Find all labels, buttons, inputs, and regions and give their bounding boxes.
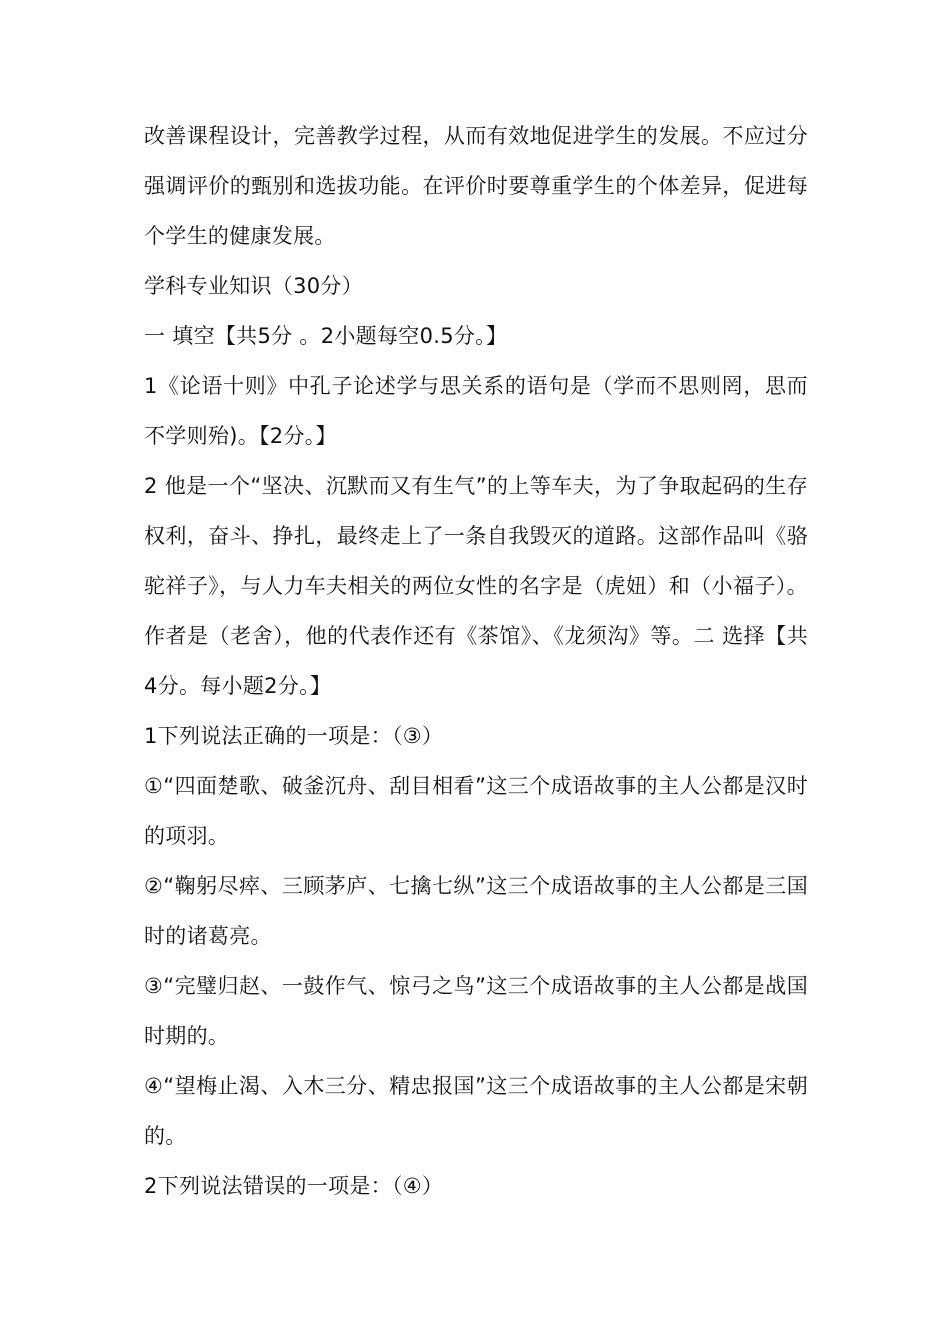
choice-question-2: 2下列说法错误的一项是：（④） — [144, 1174, 444, 1198]
choice-option-3: ③“完璧归赵、一鼓作气、惊弓之鸟”这三个成语故事的主人公都是战国时期的。 — [144, 974, 808, 1048]
fill-in-question-2: 2 他是一个“坚决、沉默而又有生气”的上等车夫，为了争取起码的生存权利，奋斗、挣扎，最终走上了一条自我毁灭的道路。这部作品叫《骆驼祥子》，与人力车夫相关的两位女性的名字是（虎妞）和（小福子）。作者是（老舍），他的代表作还有《茶馆》、《龙须沟》等。二 选择【共4分。每小题2分。】 — [144, 474, 808, 698]
choice-option-1: ①“四面楚歌、破釜沉舟、刮目相看”这三个成语故事的主人公都是汉时的项羽。 — [144, 774, 808, 848]
fill-in-question-1: 1《论语十则》中孔子论述学与思关系的语句是（学而不思则罔，思而不学则殆)。【2分。】 — [144, 374, 808, 448]
choice-question-1: 1下列说法正确的一项是：（③） — [144, 724, 444, 748]
choice-option-2: ②“鞠躬尽瘁、三顾茅庐、七擒七纵”这三个成语故事的主人公都是三国时的诸葛亮。 — [144, 874, 808, 948]
choice-option-4: ④“望梅止渴、入木三分、精忠报国”这三个成语故事的主人公都是宋朝的。 — [144, 1074, 808, 1148]
subsection-heading-fill-in: 一 填空【共5分 。2小题每空0.5分。】 — [144, 324, 508, 348]
document-body — [144, 111, 808, 1211]
section-heading-subject-knowledge: 学科专业知识（30分） — [144, 274, 364, 298]
paragraph-evaluation-principle: 改善课程设计，完善教学过程，从而有效地促进学生的发展。不应过分强调评价的甄别和选拔功能。在评价时要尊重学生的个体差异，促进每个学生的健康发展。 — [144, 124, 808, 248]
